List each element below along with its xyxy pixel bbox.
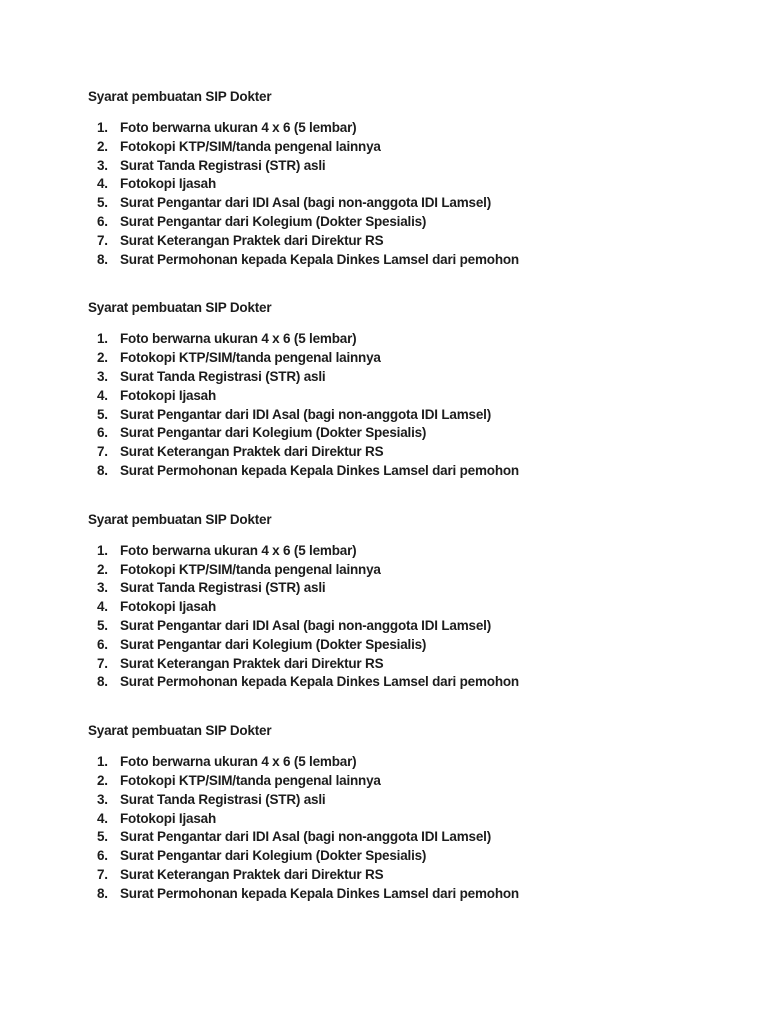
- section-heading: Syarat pembuatan SIP Dokter: [88, 300, 272, 316]
- list-item: [88, 194, 708, 213]
- requirements-list: [88, 119, 708, 269]
- list-item-number: 8.: [97, 885, 108, 901]
- list-item: [88, 753, 708, 772]
- list-item-text: Surat Pengantar dari IDI Asal (bagi non-anggota IDI Lamsel): [120, 829, 492, 845]
- list-item-number: 6.: [97, 848, 108, 864]
- requirements-section-3: [88, 511, 708, 692]
- list-item-number: 6.: [97, 425, 108, 441]
- list-item: [88, 406, 708, 425]
- list-item: [88, 387, 708, 406]
- list-item: [88, 424, 708, 443]
- list-item: [88, 866, 708, 885]
- list-item: [88, 791, 708, 810]
- list-item-text: Surat Pengantar dari IDI Asal (bagi non-anggota IDI Lamsel): [120, 406, 492, 422]
- list-item-text: Surat Pengantar dari Kolegium (Dokter Spesialis): [120, 848, 427, 864]
- list-item: [88, 542, 708, 561]
- list-item-text: Surat Pengantar dari Kolegium (Dokter Spesialis): [120, 425, 427, 441]
- list-item-number: 3.: [97, 368, 108, 384]
- list-item-number: 7.: [97, 866, 108, 882]
- list-item: [88, 138, 708, 157]
- list-item-number: 1.: [97, 331, 108, 347]
- list-item-number: 4.: [97, 387, 108, 403]
- list-item: [88, 655, 708, 674]
- list-item: [88, 885, 708, 904]
- list-item-text: Foto berwarna ukuran 4 x 6 (5 lembar): [120, 331, 357, 347]
- list-item-text: Surat Tanda Registrasi (STR) asli: [120, 157, 326, 173]
- list-item: [88, 330, 708, 349]
- list-item: [88, 175, 708, 194]
- list-item: [88, 673, 708, 692]
- list-item-number: 8.: [97, 251, 108, 267]
- list-item: [88, 251, 708, 270]
- list-item-text: Fotokopi Ijasah: [120, 599, 217, 615]
- requirements-list: [88, 542, 708, 692]
- list-item: [88, 847, 708, 866]
- list-item-text: Surat Keterangan Praktek dari Direktur RS: [120, 655, 384, 671]
- list-item-number: 2.: [97, 350, 108, 366]
- list-item-text: Surat Pengantar dari Kolegium (Dokter Spesialis): [120, 213, 427, 229]
- list-item: [88, 561, 708, 580]
- list-item-text: Surat Permohonan kepada Kepala Dinkes Lamsel dari pemohon: [120, 251, 519, 267]
- list-item-text: Fotokopi KTP/SIM/tanda pengenal lainnya: [120, 772, 381, 788]
- list-item: [88, 617, 708, 636]
- list-item-text: Foto berwarna ukuran 4 x 6 (5 lembar): [120, 542, 357, 558]
- requirements-section-4: [88, 722, 708, 903]
- list-item-number: 5.: [97, 195, 108, 211]
- list-item-text: Surat Permohonan kepada Kepala Dinkes Lamsel dari pemohon: [120, 885, 519, 901]
- list-item-number: 5.: [97, 829, 108, 845]
- list-item: [88, 810, 708, 829]
- list-item-number: 4.: [97, 599, 108, 615]
- list-item-text: Surat Keterangan Praktek dari Direktur RS: [120, 444, 384, 460]
- list-item: [88, 349, 708, 368]
- list-item-text: Surat Pengantar dari IDI Asal (bagi non-anggota IDI Lamsel): [120, 195, 492, 211]
- list-item: [88, 443, 708, 462]
- list-item: [88, 772, 708, 791]
- list-item-text: Fotokopi Ijasah: [120, 810, 217, 826]
- list-item-number: 4.: [97, 176, 108, 192]
- list-item-number: 7.: [97, 444, 108, 460]
- list-item-number: 6.: [97, 213, 108, 229]
- list-item-text: Surat Keterangan Praktek dari Direktur RS: [120, 232, 384, 248]
- requirements-list: [88, 330, 708, 480]
- list-item-text: Foto berwarna ukuran 4 x 6 (5 lembar): [120, 120, 357, 135]
- list-item-text: Fotokopi KTP/SIM/tanda pengenal lainnya: [120, 561, 381, 577]
- list-item-text: Surat Permohonan kepada Kepala Dinkes Lamsel dari pemohon: [120, 462, 519, 478]
- list-item-text: Fotokopi KTP/SIM/tanda pengenal lainnya: [120, 350, 381, 366]
- list-item-text: Fotokopi KTP/SIM/tanda pengenal lainnya: [120, 138, 381, 154]
- list-item-text: Surat Permohonan kepada Kepala Dinkes Lamsel dari pemohon: [120, 674, 519, 690]
- list-item-number: 1.: [97, 542, 108, 558]
- list-item-number: 2.: [97, 561, 108, 577]
- requirements-list: [88, 753, 708, 903]
- list-item: [88, 598, 708, 617]
- list-item-number: 2.: [97, 772, 108, 788]
- list-item: [88, 157, 708, 176]
- list-item: [88, 828, 708, 847]
- list-item-text: Surat Keterangan Praktek dari Direktur RS: [120, 866, 384, 882]
- list-item: [88, 119, 708, 138]
- list-item-text: Fotokopi Ijasah: [120, 387, 217, 403]
- list-item-number: 5.: [97, 617, 108, 633]
- list-item-number: 8.: [97, 462, 108, 478]
- list-item-number: 3.: [97, 791, 108, 807]
- list-item: [88, 232, 708, 251]
- requirements-section-1: [88, 88, 708, 269]
- list-item-number: 3.: [97, 157, 108, 173]
- list-item-number: 2.: [97, 138, 108, 154]
- list-item-text: Fotokopi Ijasah: [120, 176, 217, 192]
- list-item-text: Surat Tanda Registrasi (STR) asli: [120, 580, 326, 596]
- list-item: [88, 213, 708, 232]
- list-item: [88, 462, 708, 481]
- section-heading: Syarat pembuatan SIP Dokter: [88, 89, 272, 104]
- list-item-number: 8.: [97, 674, 108, 690]
- list-item: [88, 636, 708, 655]
- list-item-text: Surat Tanda Registrasi (STR) asli: [120, 368, 326, 384]
- list-item-text: Foto berwarna ukuran 4 x 6 (5 lembar): [120, 754, 357, 770]
- list-item-number: 7.: [97, 232, 108, 248]
- list-item-number: 1.: [97, 754, 108, 770]
- list-item-text: Surat Pengantar dari Kolegium (Dokter Spesialis): [120, 636, 427, 652]
- list-item-number: 3.: [97, 580, 108, 596]
- section-heading: Syarat pembuatan SIP Dokter: [88, 723, 272, 739]
- list-item-number: 4.: [97, 810, 108, 826]
- list-item-number: 6.: [97, 636, 108, 652]
- list-item-text: Surat Pengantar dari IDI Asal (bagi non-anggota IDI Lamsel): [120, 617, 492, 633]
- list-item-number: 1.: [97, 120, 108, 135]
- requirements-section-2: [88, 299, 708, 480]
- section-heading: Syarat pembuatan SIP Dokter: [88, 511, 272, 527]
- list-item-text: Surat Tanda Registrasi (STR) asli: [120, 791, 326, 807]
- list-item-number: 7.: [97, 655, 108, 671]
- list-item-number: 5.: [97, 406, 108, 422]
- list-item: [88, 368, 708, 387]
- list-item: [88, 579, 708, 598]
